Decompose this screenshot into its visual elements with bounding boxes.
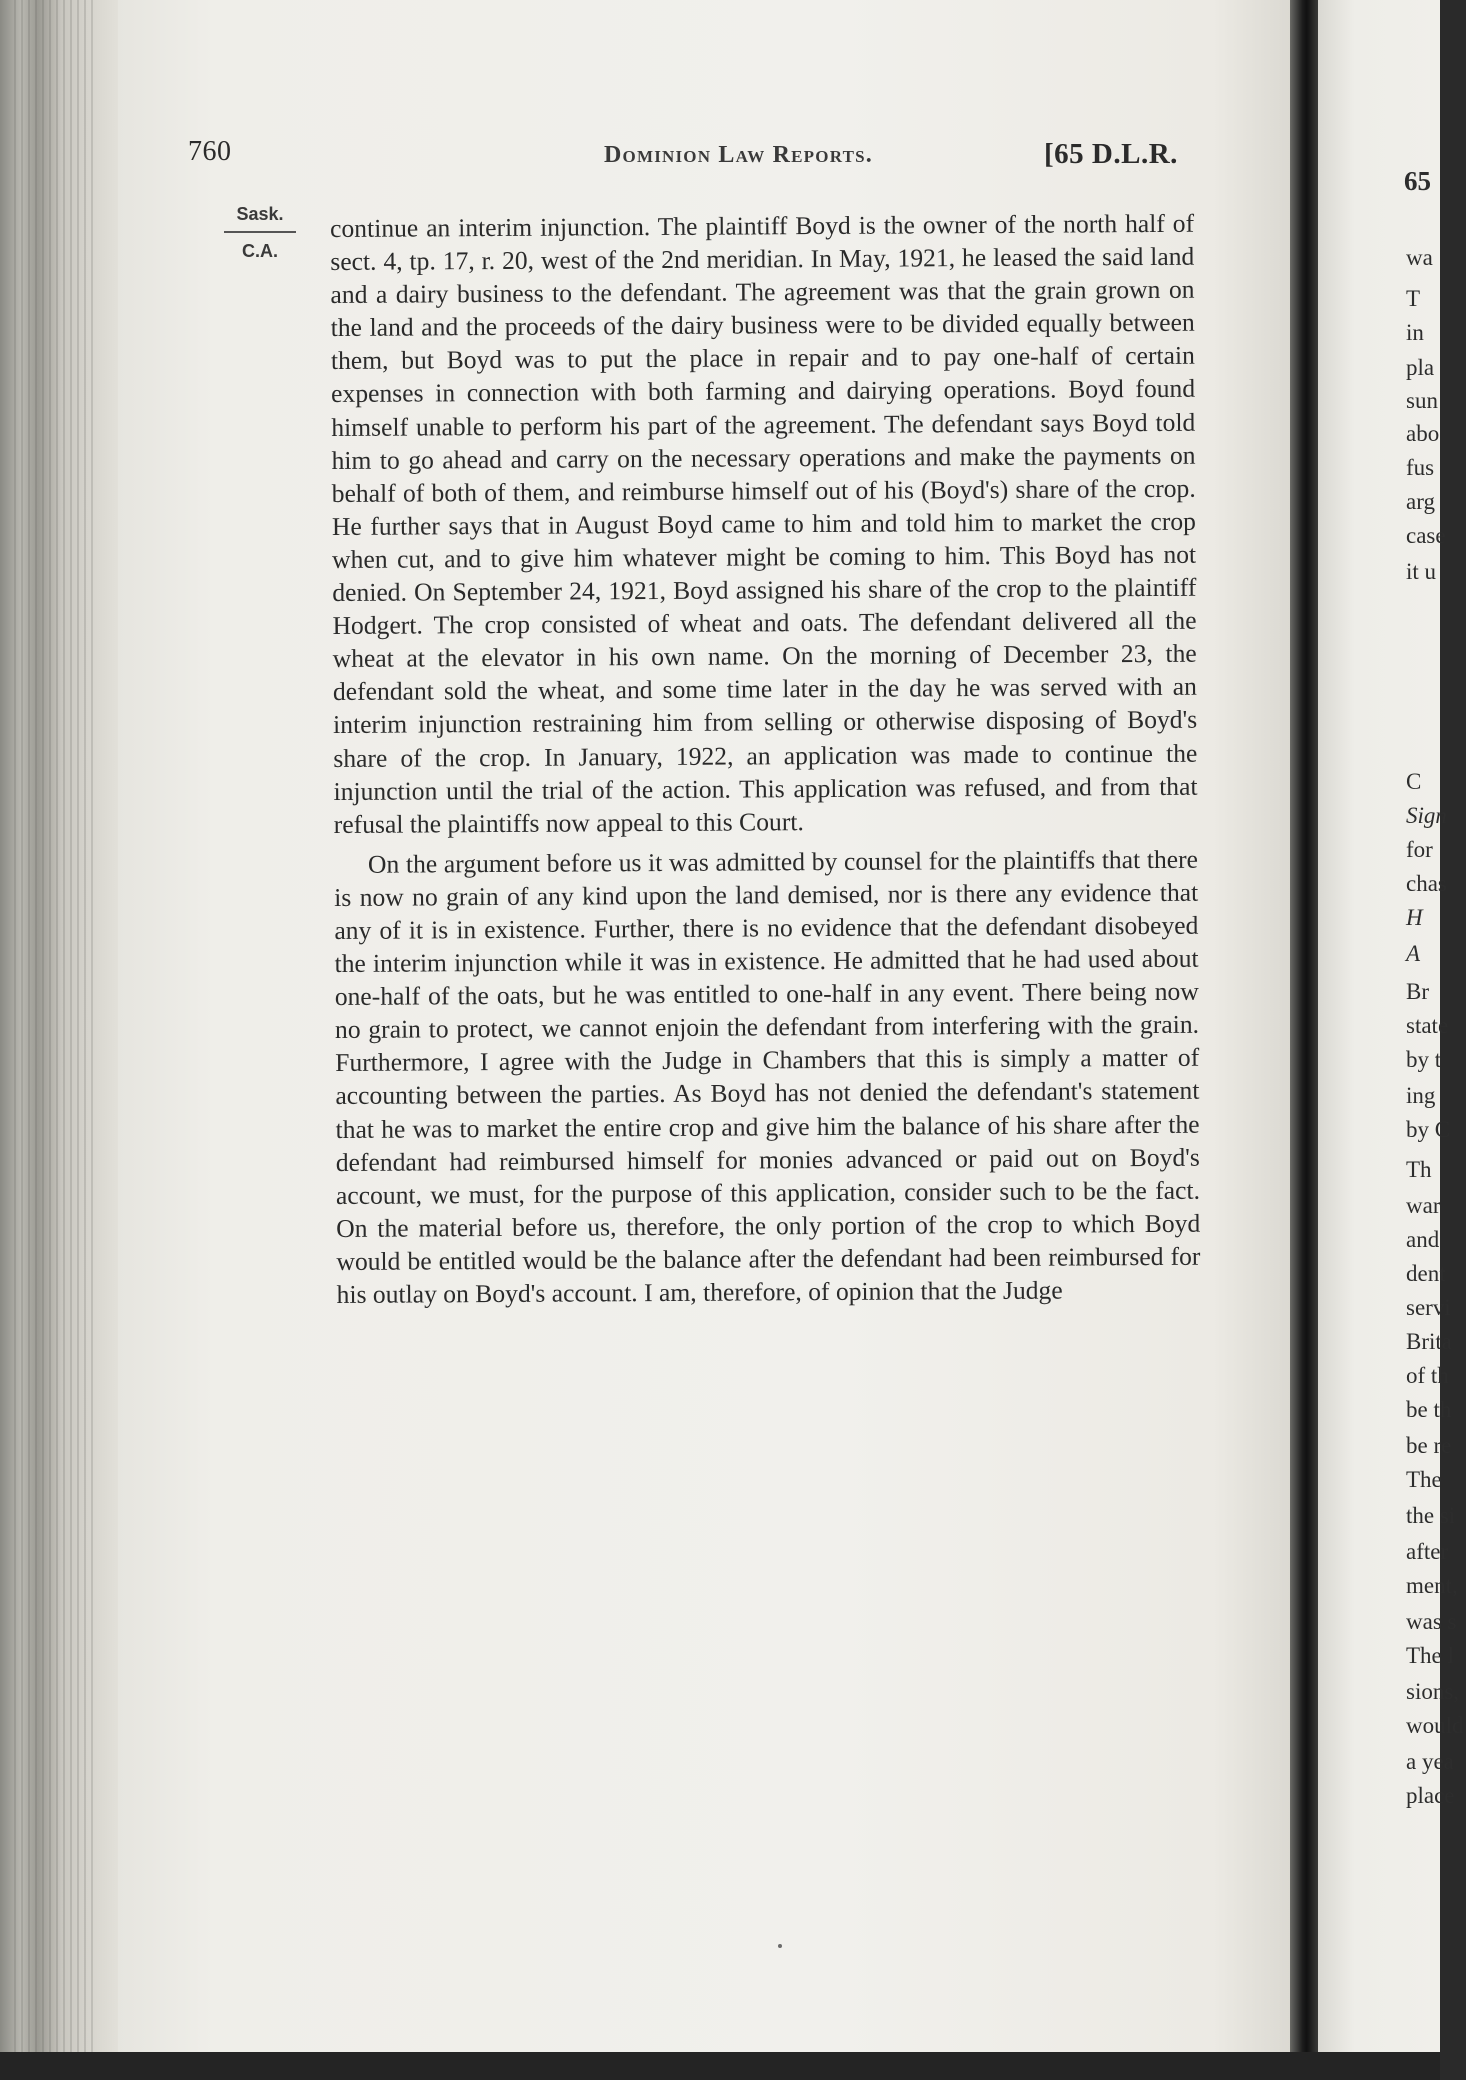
right-page-fragment: dent — [1406, 1261, 1446, 1286]
right-page-fragment: after — [1406, 1539, 1449, 1564]
right-page-fragment: chas — [1406, 871, 1447, 896]
right-page-fragment: wa — [1406, 245, 1433, 270]
right-page-fragment: a yea — [1406, 1749, 1454, 1774]
page-number: 760 — [188, 136, 232, 167]
page-stack-lines — [14, 0, 94, 2080]
right-page-fragment: The — [1406, 1467, 1442, 1492]
margin-notes — [224, 204, 296, 262]
right-page-fragment: fus — [1406, 455, 1435, 480]
right-page-fragment: would — [1406, 1713, 1464, 1738]
book-edge — [0, 0, 118, 2080]
scan-speck — [778, 1944, 782, 1948]
right-page-fragment: be re — [1406, 1433, 1452, 1458]
book-gutter — [1290, 0, 1318, 2080]
right-page-fragment: by C — [1406, 1117, 1451, 1142]
page-header — [0, 136, 1440, 176]
right-page-fragment: by t — [1406, 1047, 1442, 1072]
right-page-fragment: was s — [1406, 1609, 1457, 1634]
scan-bottom-border — [0, 2052, 1440, 2080]
right-page-fragment: for — [1406, 837, 1433, 862]
running-head: Dominion Law Reports. — [604, 142, 873, 168]
right-page-fragment: it u — [1406, 559, 1437, 584]
right-page-fragment: place — [1406, 1783, 1455, 1808]
volume-citation: [65 D.L.R. — [1044, 138, 1178, 170]
right-page-fragment: pla — [1406, 355, 1435, 380]
right-page-fragment: servi — [1406, 1295, 1451, 1320]
right-page-fragment: the si — [1406, 1503, 1456, 1528]
right-page-fragment: of th — [1406, 1363, 1449, 1388]
right-page-fragment: T — [1406, 286, 1421, 311]
right-page-fragment: Br — [1406, 979, 1429, 1004]
right-page-header: 65 — [1404, 166, 1431, 196]
right-page-fragment: sions, — [1406, 1679, 1460, 1704]
right-page-fragment: be th — [1406, 1397, 1452, 1422]
paragraph-2: On the argument before us it was admitted by counsel for the plaintiffs that there is now no grain of any kind upon the land demised, nor is there any evidence that any of it is in existence. Further, there is no evidence that the defendant disobeyed the interim injunction while it was in existence. He admitted that he had used about one-half of the oats, but he was entitled to one-half in any event. There being now no grain to protect, we cannot enjoin the defendant from interfering with the grain. Furthermore, I agree with the Judge in Chambers that this is simply a matter of accounting between the parties. As Boyd has not denied the defendant's statement that he was to market the entire crop and give him the balance of his share after the defendant had reimbursed himself for monies advanced or paid out on Boyd's account, we must, for the purpose of this application, consider such to be the fact. On the material before us, therefore, the only portion of the crop to which Boyd would be entitled would be the balance after the defendant had been reimbursed for his outlay on Boyd's account. I am, therefore, of opinion that the Judge — [334, 844, 1201, 1309]
right-page-fragment: and — [1406, 1227, 1440, 1252]
right-page-fragment: abo — [1406, 421, 1440, 446]
right-page-fragment: sun — [1406, 388, 1438, 413]
right-page-fragment: A — [1406, 941, 1421, 966]
right-page-fragment: ment, — [1406, 1573, 1458, 1598]
right-page-fragment: The l — [1406, 1643, 1454, 1668]
right-page-fragment: case — [1406, 523, 1446, 548]
right-page-fragment: in — [1406, 320, 1424, 345]
right-page-fragment: state — [1406, 1013, 1449, 1038]
right-page-fragment: C — [1406, 769, 1422, 794]
right-page-fragment: Th — [1406, 1157, 1432, 1182]
paragraph-1: continue an interim injunction. The plaintiff Boyd is the owner of the north half of sect. 4, tp. 17, r. 20, west of the 2nd meridian. In May, 1921, he leased the said land and a dairy business to the defendant. The agreement was that the grain grown on the land and the proceeds of the dairy business were to be divided equally between them, but Boyd was to put the place in repair and to pay one-half of certain expenses in connection with both farming and dairying operations. Boyd found himself unable to perform his part of the agreement. The defendant says Boyd told him to go ahead and carry on the necessary operations and make the payments on behalf of both of them, and reimburse himself out of his (Boyd's) share of the crop. He further says that in August Boyd came to him and told him to market the crop when cut, and to give him whatever might be coming to him. This Boyd has not denied. On September 24, 1921, Boyd assigned his share of the crop to the plaintiff Hodgert. The crop consisted of wheat and oats. The defendant delivered all the wheat at the elevator in his own name. On the morning of December 23, the defendant sold the wheat, and some time later in the day he was served with an interim injunction restraining him from selling or otherwise disposing of Boyd's share of the crop. In January, 1922, an application was made to continue the injunction until the trial of the action. This application was refused, and from that refusal the plaintiffs now appeal to this Court. — [330, 208, 1198, 839]
right-page-fragment: arg — [1406, 489, 1435, 514]
right-page-fragment: Brita — [1406, 1329, 1452, 1354]
right-page-fragment: ing — [1406, 1083, 1436, 1108]
right-page-fragment: war — [1406, 1193, 1441, 1218]
margin-province: Sask. — [224, 204, 296, 233]
right-page-fragment: Sign — [1406, 803, 1447, 828]
body-text — [330, 207, 1201, 1311]
right-page-fragment: H — [1406, 905, 1423, 930]
margin-court: C.A. — [242, 241, 278, 261]
